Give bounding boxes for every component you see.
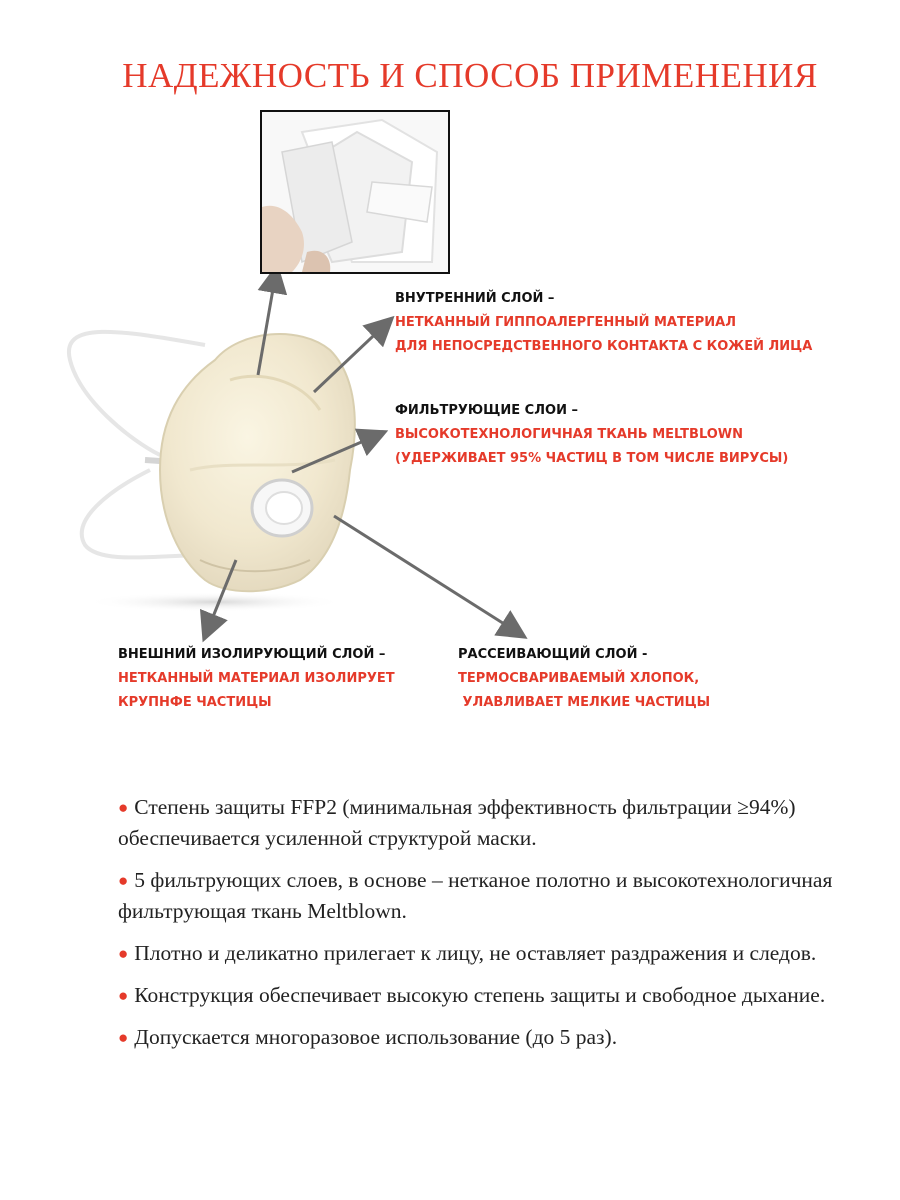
- list-item: [118, 792, 858, 854]
- list-item: [118, 938, 858, 969]
- scatter-layer-line1: ТЕРМОСВАРИВАЕМЫЙ ХЛОПОК,: [458, 671, 700, 686]
- label-inner-layer: [395, 287, 812, 359]
- red-dot-icon: ●: [118, 798, 129, 817]
- inner-layer-line2: ДЛЯ НЕПОСРЕДСТВЕННОГО КОНТАКТА С КОЖЕЙ ЛИЦА: [395, 339, 813, 354]
- outer-layer-line2: КРУПНФЕ ЧАСТИЦЫ: [118, 695, 272, 710]
- filter-layer-line1: ВЫСОКОТЕХНОЛОГИЧНАЯ ТКАНЬ MELTBLOWN: [395, 427, 744, 442]
- scatter-layer-heading: РАССЕИВАЮЩИЙ СЛОЙ -: [458, 647, 648, 662]
- list-item-text: Конструкция обеспечивает высокую степень защиты и свободное дыхание.: [134, 983, 826, 1007]
- valve-icon: [252, 480, 312, 536]
- label-scatter-layer: [458, 643, 710, 715]
- red-dot-icon: ●: [118, 944, 129, 963]
- list-item: [118, 865, 858, 927]
- list-item-text: Плотно и деликатно прилегает к лицу, не оставляет раздражения и следов.: [134, 941, 817, 965]
- list-item-text: Степень защиты FFP2 (минимальная эффективность фильтрации ≥94%) обеспечивается усиленной структурой маски.: [118, 795, 796, 850]
- layer-closeup-image: [260, 110, 450, 274]
- red-dot-icon: ●: [118, 986, 129, 1005]
- inner-layer-heading: ВНУТРЕННИЙ СЛОЙ –: [395, 291, 555, 306]
- red-dot-icon: ●: [118, 871, 129, 890]
- inner-layer-line1: НЕТКАННЫЙ ГИППОАЛЕРГЕННЫЙ МАТЕРИАЛ: [395, 315, 737, 330]
- red-dot-icon: ●: [118, 1028, 129, 1047]
- label-filter-layer: [395, 399, 788, 471]
- scatter-layer-line2: УЛАВЛИВАЕТ МЕЛКИЕ ЧАСТИЦЫ: [458, 695, 711, 710]
- page-title: НАДЕЖНОСТЬ И СПОСОБ ПРИМЕНЕНИЯ: [122, 56, 818, 95]
- filter-layer-line2: (УДЕРЖИВАЕТ 95% ЧАСТИЦ В ТОМ ЧИСЛЕ ВИРУСЫ): [395, 451, 789, 466]
- arrow-scatter-layer: [334, 516, 520, 634]
- outer-layer-heading: ВНЕШНИЙ ИЗОЛИРУЮЩИЙ СЛОЙ –: [118, 647, 386, 662]
- list-item: [118, 980, 858, 1011]
- list-item-text: Допускается многоразовое использование (до 5 раз).: [134, 1025, 618, 1049]
- feature-list: [118, 792, 858, 1064]
- filter-layer-heading: ФИЛЬТРУЮЩИЕ СЛОИ –: [395, 403, 578, 418]
- label-outer-layer: [118, 643, 395, 715]
- outer-layer-line1: НЕТКАННЫЙ МАТЕРИАЛ ИЗОЛИРУЕТ: [118, 671, 395, 686]
- list-item-text: 5 фильтрующих слоев, в основе – нетканое полотно и высокотехнологичная фильтрующая ткань Meltblown.: [118, 868, 833, 923]
- list-item: [118, 1022, 858, 1053]
